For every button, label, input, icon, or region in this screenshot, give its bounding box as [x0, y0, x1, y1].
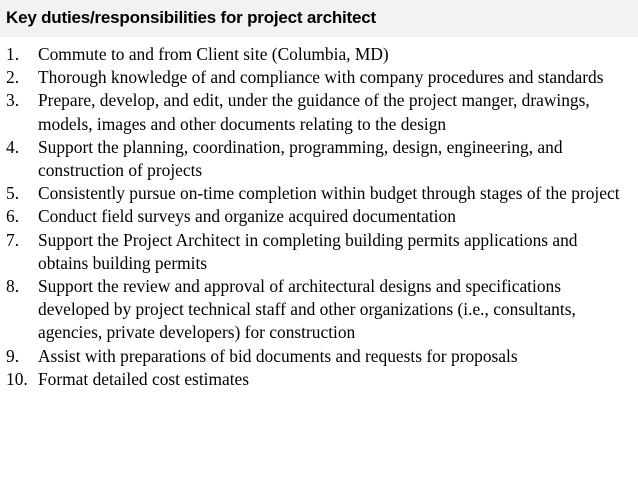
item-number: 1.: [6, 44, 20, 64]
item-text: Support the Project Architect in completing building permits applications and obtains building permits: [38, 229, 578, 273]
item-text: Prepare, develop, and edit, under the guidance of the project manger, drawings, models, images and other documents relating to the design: [38, 90, 590, 134]
item-number: 5.: [6, 183, 20, 204]
list-item: [0, 229, 630, 275]
item-number: 2.: [6, 67, 20, 88]
item-number: 7.: [6, 229, 20, 250]
item-text: Assist with preparations of bid documents and requests for proposals: [38, 345, 518, 366]
list-item: [0, 89, 630, 135]
item-text: Support the planning, coordination, programming, design, engineering, and construction of projects: [38, 136, 563, 181]
list-item: [0, 182, 630, 205]
list-item: [0, 43, 630, 66]
item-number: 3.: [6, 90, 20, 111]
item-number: 6.: [6, 206, 20, 227]
duties-list: [0, 43, 638, 391]
item-number: 8.: [6, 276, 20, 297]
list-item: [0, 275, 630, 345]
item-number: 9.: [6, 345, 20, 366]
page-title: Key duties/responsibilities for project architect: [6, 8, 376, 27]
list-item: [0, 66, 630, 89]
list-item: [0, 368, 630, 391]
item-number: 4.: [6, 136, 20, 157]
list-item: [0, 205, 630, 228]
item-number: 10.: [6, 368, 28, 389]
item-text: Thorough knowledge of and compliance with company procedures and standards: [38, 67, 604, 88]
item-text: Consistently pursue on-time completion within budget through stages of the project: [38, 183, 620, 204]
item-text: Support the review and approval of architectural designs and specifications developed by project technical staff and other organizations (i.e., consultants, agencies, private developers) for construction: [38, 276, 576, 343]
title-bar: [0, 0, 638, 37]
item-text: Conduct field surveys and organize acquired documentation: [38, 206, 456, 227]
item-text: Format detailed cost estimates: [38, 368, 250, 389]
item-text: Commute to and from Client site (Columbia, MD): [38, 44, 389, 64]
list-item: [0, 345, 630, 368]
list-item: [0, 136, 630, 182]
